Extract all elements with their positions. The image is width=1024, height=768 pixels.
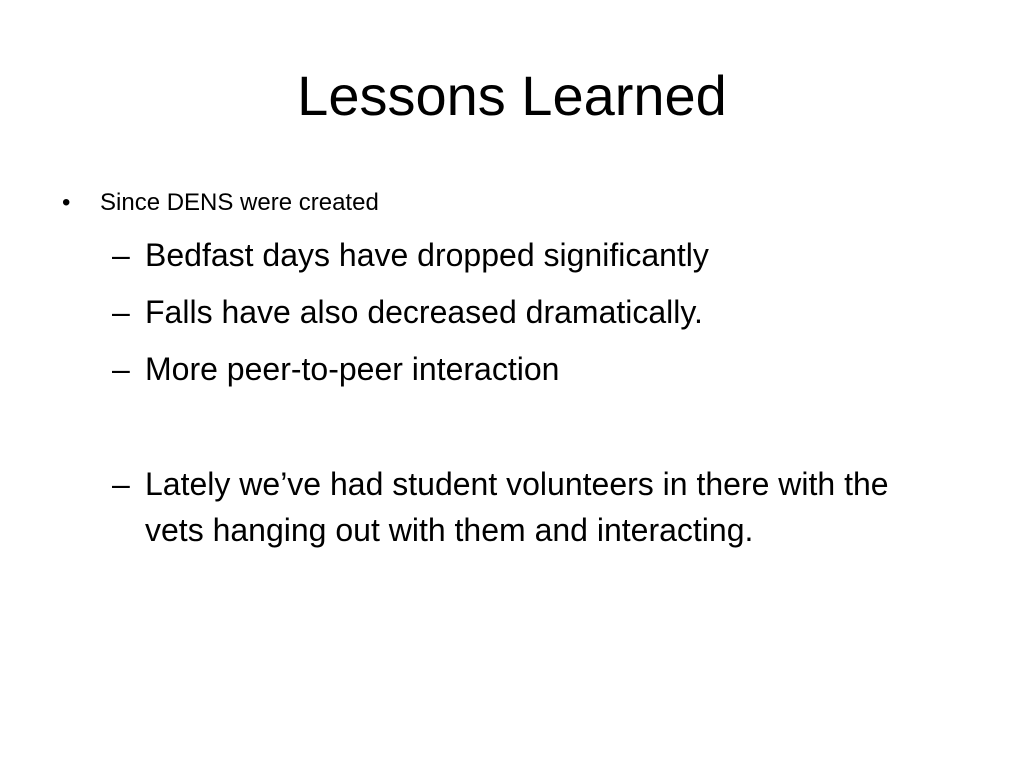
dash-marker: –	[112, 294, 130, 330]
bullet-marker: •	[62, 189, 71, 216]
dash-marker: –	[112, 237, 130, 273]
dash-marker: –	[112, 466, 130, 502]
sub-bullet-text: Bedfast days have dropped significantly	[145, 237, 709, 273]
sub-bullet-text: More peer-to-peer interaction	[145, 351, 560, 387]
slide-title: Lessons Learned	[297, 64, 727, 127]
sub-bullet-item	[112, 289, 932, 335]
dash-marker: –	[112, 351, 130, 387]
bullet-text: Since DENS were created	[100, 189, 379, 216]
sub-bullet-text: Lately we’ve had student volunteers in there with the vets hanging out with them and interacting.	[145, 466, 889, 548]
sub-bullet-text: Falls have also decreased dramatically.	[145, 294, 703, 330]
bullet-item	[62, 188, 379, 218]
sub-bullet-item	[112, 232, 932, 278]
sub-bullet-item	[112, 346, 932, 392]
sub-bullet-item	[112, 461, 932, 553]
